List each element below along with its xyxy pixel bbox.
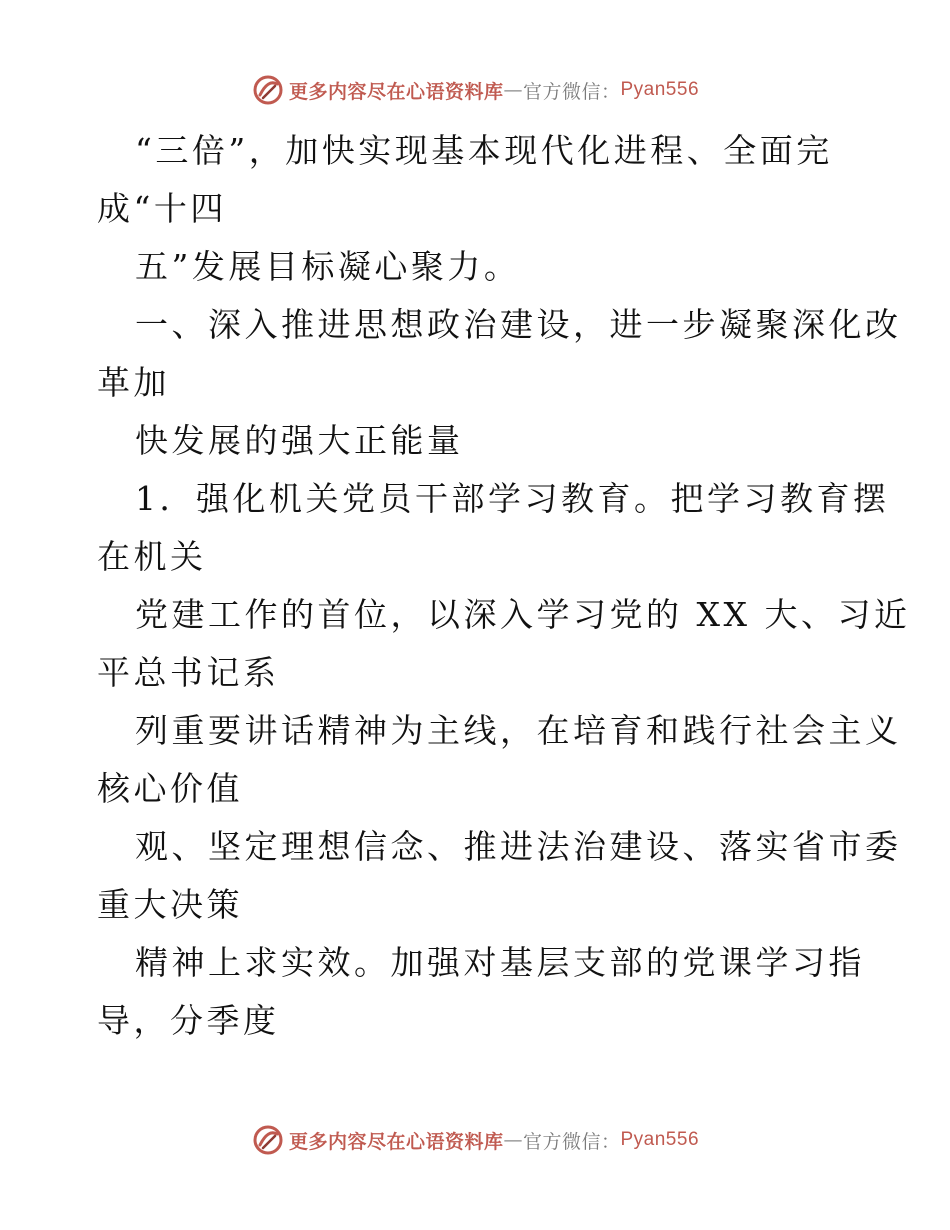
body-text-line: “三倍”，加快实现基本现代化进程、全面完 [135,131,833,170]
body-text-line: 精神上求实效。加强对基层支部的党课学习指 [135,943,865,982]
body-text-line: 党建工作的首位，以深入学习党的 XX 大、习近 [135,595,911,634]
document-body [97,122,911,1050]
body-text-line: 革加 [97,363,170,402]
banner-brand-dash: — [503,79,523,101]
banner-brand-main: 更多内容尽在心语资料库 [288,1130,504,1153]
body-text-line: 观、坚定理想信念、推进法治建设、落实省市委 [135,827,902,866]
banner-brand-side: 官方微信： [522,80,621,103]
body-text-line: 重大决策 [97,885,243,924]
body-text-line: 在机关 [97,537,207,576]
body-text-line: 平总书记系 [97,653,280,692]
body-text-line: 导，分季度 [97,1001,280,1040]
body-text-line: 快发展的强大正能量 [135,421,464,460]
body-text-line: 一、深入推进思想政治建设，进一步凝聚深化改 [135,305,902,344]
body-text-line: 成“十四 [97,189,227,228]
brush-swirl-logo-icon [251,73,285,107]
banner-brand-side: 官方微信： [522,1130,621,1153]
body-text-line: 核心价值 [97,769,243,808]
brush-swirl-logo-icon [251,1123,285,1157]
banner-brand-main: 更多内容尽在心语资料库 [288,80,504,103]
body-text-line: 五”发展目标凝心聚力。 [135,247,521,286]
body-text-line: 列重要讲话精神为主线，在培育和践行社会主义 [135,711,902,750]
banner-brand-dash: — [503,1129,523,1151]
banner-brand-id: Pyan556 [620,79,700,100]
banner-brand-id: Pyan556 [620,1129,700,1150]
body-text-line: 1．强化机关党员干部学习教育。把学习教育摆 [135,479,890,518]
footer-banner [0,1120,950,1160]
header-banner [0,70,950,110]
